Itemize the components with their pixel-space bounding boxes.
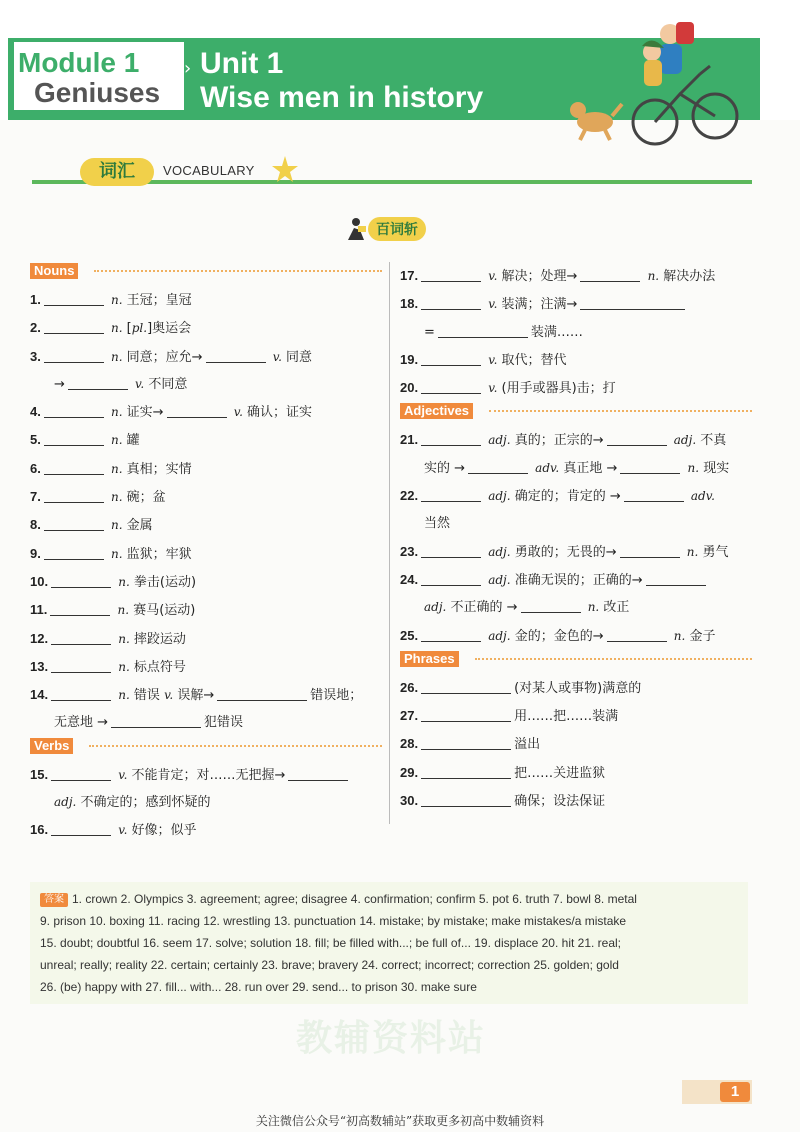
item-number: 8. <box>30 517 41 533</box>
definition: (对某人或事物)满意的 <box>514 680 642 696</box>
item-number: 1. <box>30 292 41 307</box>
definition: 无意地 → <box>54 715 109 731</box>
definition: 解决；处理→ <box>501 269 578 284</box>
item-number: 5. <box>30 432 41 448</box>
definition: 取代；替代 <box>501 352 567 368</box>
part-of-speech: v. <box>118 767 128 782</box>
section-tag: Nouns <box>30 263 78 279</box>
watermark: 教辅资料站 <box>296 1018 487 1059</box>
part-of-speech: adj. <box>424 600 447 615</box>
equals-sign: = <box>424 324 435 340</box>
answer-blank[interactable] <box>438 323 528 338</box>
definition: 王冠；皇冠 <box>126 293 192 308</box>
part-of-speech: n. <box>647 269 660 283</box>
definition: 装满…… <box>530 324 583 340</box>
vocab-item <box>400 374 752 402</box>
answer-line: 26. (be) happy with 27. fill... with... 28. run over 29. send... to prison 30. make sure <box>40 980 477 994</box>
answer-blank[interactable] <box>421 571 481 586</box>
section-tag: Adjectives <box>400 403 473 419</box>
answer-line: 15. doubt; doubtful 16. seem 17. solve; solution 18. fill; be filled with...; be full of... 19. displace 20. hit 21. real; <box>40 936 622 950</box>
answer-blank[interactable] <box>44 319 104 334</box>
item-number: 15. <box>30 766 49 782</box>
definition: 错误地； <box>310 688 363 704</box>
item-number: 24. <box>400 571 419 587</box>
part-of-speech: adj. <box>673 433 697 448</box>
part-of-speech: n. <box>110 518 123 533</box>
unit-subtitle: Wise men in history <box>200 81 484 114</box>
part-of-speech: n. <box>118 688 130 703</box>
part-of-speech: n. <box>118 574 130 589</box>
definition: 罐 <box>126 433 140 449</box>
part-of-speech: v. <box>118 823 128 838</box>
vocab-item <box>400 730 752 758</box>
vocab-item <box>30 596 382 624</box>
definition: 好像；似乎 <box>131 823 197 839</box>
answer-blank[interactable] <box>51 821 111 836</box>
definition: 不能肯定；对……无把握→ <box>131 767 286 783</box>
answer-blank[interactable] <box>580 295 685 310</box>
vocab-item <box>400 787 752 815</box>
part-of-speech: v. <box>488 381 498 396</box>
answer-blank[interactable] <box>167 403 227 418</box>
answer-line: unreal; really; reality 22. certain; certainly 23. brave; bravery 24. correct; incorrect; correction 25. golden; gold <box>40 958 619 972</box>
reader-icon <box>344 216 368 242</box>
answer-blank[interactable] <box>421 431 481 446</box>
answer-blank[interactable] <box>580 267 640 282</box>
answer-blank[interactable] <box>51 686 111 701</box>
vocab-item <box>30 568 382 596</box>
vocab-item <box>400 426 752 454</box>
answer-blank[interactable] <box>217 686 307 701</box>
item-number: 30. <box>400 793 419 809</box>
item-number: 3. <box>30 348 41 364</box>
item-number: 17. <box>400 268 419 283</box>
answer-blank[interactable] <box>620 459 680 474</box>
baici-label: 百词斩 <box>368 217 426 241</box>
vocab-item <box>30 816 382 844</box>
vocab-item <box>30 398 382 426</box>
grammar-tag: pl. <box>131 321 148 336</box>
definition: 犯错误 <box>204 715 244 731</box>
definition: (用手或器具)击；打 <box>501 381 616 397</box>
part-of-speech: adj. <box>488 628 511 643</box>
answer-blank[interactable] <box>624 487 684 502</box>
answer-blank[interactable] <box>620 543 680 558</box>
part-of-speech: n. <box>686 544 699 559</box>
vocab-item <box>30 286 382 314</box>
item-number: 27. <box>400 708 419 724</box>
answer-blank[interactable] <box>607 431 667 446</box>
answer-blank[interactable] <box>288 766 348 781</box>
definition: 实的 → <box>424 460 466 476</box>
answer-blank[interactable] <box>51 766 111 781</box>
definition: 把……关进监狱 <box>514 765 606 781</box>
part-of-speech: v. <box>488 269 498 283</box>
vocab-item-continued <box>400 319 752 346</box>
answer-blank[interactable] <box>421 735 511 750</box>
vocab-item <box>400 538 752 566</box>
answer-blank[interactable] <box>50 601 110 616</box>
definition: 真相；实情 <box>126 461 192 477</box>
answer-blank[interactable] <box>421 764 511 779</box>
definition: 现实 <box>703 460 730 476</box>
vocab-item <box>400 346 752 374</box>
vocab-en-title: VOCABULARY <box>163 163 255 178</box>
item-number: 29. <box>400 764 419 780</box>
answer-blank[interactable] <box>421 267 481 282</box>
definition: 金属 <box>126 518 153 534</box>
definition: 误解→ <box>177 688 215 704</box>
item-number: 19. <box>400 351 419 367</box>
definition: 准确无误的；正确的→ <box>514 572 643 588</box>
vocab-item <box>30 343 382 371</box>
part-of-speech: adv. <box>535 460 560 475</box>
item-number: 9. <box>30 545 41 561</box>
item-number: 22. <box>400 488 419 504</box>
part-of-speech: v. <box>233 405 243 420</box>
answer-blank[interactable] <box>44 431 104 446</box>
answer-line-text: 1. crown 2. Olympics 3. agreement; agree; disagree 4. confirmation; confirm 5. pot 6. truth 7. bowl 8. metal <box>72 892 637 906</box>
definition: 勇敢的；无畏的→ <box>514 544 617 560</box>
item-number: 21. <box>400 432 419 448</box>
vocab-item <box>400 759 752 787</box>
definition: 不正确的 → <box>450 600 518 616</box>
item-number: 23. <box>400 543 419 559</box>
vocab-item-continued <box>400 594 752 621</box>
answer-blank[interactable] <box>44 545 104 560</box>
module-title: Module 1 <box>18 47 140 78</box>
chevron-right-icon: › <box>184 58 192 79</box>
part-of-speech: v. <box>135 376 145 391</box>
bracket-open: [ <box>126 321 132 337</box>
vocab-item <box>30 511 382 539</box>
dotted-rule <box>94 270 382 272</box>
answer-blank[interactable] <box>607 627 667 642</box>
cyclist-dog-illustration <box>560 4 750 154</box>
definition: 真正地 → <box>563 460 618 476</box>
item-number: 28. <box>400 736 419 752</box>
item-number: 13. <box>30 658 49 674</box>
definition: 溢出 <box>514 737 541 753</box>
definition: 装满；注满→ <box>501 297 578 313</box>
baici-heading <box>344 216 426 242</box>
answer-blank[interactable] <box>421 627 481 642</box>
answer-blank[interactable] <box>206 348 266 363</box>
part-of-speech: n. <box>118 659 130 674</box>
vocab-item <box>400 566 752 594</box>
definition: ]奥运会 <box>147 321 192 337</box>
definition: 用……把……装满 <box>514 709 619 725</box>
item-number: 14. <box>30 687 49 703</box>
definition: 确认；证实 <box>247 405 313 421</box>
section-nouns <box>30 262 382 280</box>
page-header <box>0 0 800 120</box>
answer-blank[interactable] <box>421 379 481 394</box>
answer-blank[interactable] <box>111 713 201 728</box>
definition: 监狱；牢狱 <box>126 546 192 562</box>
part-of-speech: n. <box>673 628 686 643</box>
vocab-cn-title: 词汇 <box>80 158 154 186</box>
answer-blank[interactable] <box>421 707 511 722</box>
part-of-speech: v. <box>488 297 498 312</box>
item-number: 10. <box>30 573 49 589</box>
answer-blank[interactable] <box>44 460 104 475</box>
part-of-speech: v. <box>488 352 498 367</box>
vocab-item-continued <box>400 510 752 537</box>
footer-note: 关注微信公众号“初高数辅站”获取更多初高中数辅资料 <box>255 1114 545 1128</box>
answer-blank[interactable] <box>44 403 104 418</box>
part-of-speech: adj. <box>488 544 511 559</box>
answer-blank[interactable] <box>468 459 528 474</box>
part-of-speech: n. <box>110 433 123 448</box>
section-tag: Phrases <box>400 651 459 667</box>
part-of-speech: adv. <box>690 489 715 504</box>
section-tag: Verbs <box>30 738 73 754</box>
vocab-item <box>30 540 382 568</box>
part-of-speech: v. <box>164 688 174 703</box>
definition: 真的；正宗的→ <box>514 433 604 449</box>
dotted-rule <box>89 745 382 747</box>
star-figure-icon <box>270 154 300 188</box>
item-number: 16. <box>30 822 49 838</box>
part-of-speech: n. <box>110 461 123 476</box>
answer-key-icon: 答案 <box>40 893 68 907</box>
part-of-speech: n. <box>110 349 123 364</box>
section-verbs <box>30 737 382 755</box>
dotted-rule <box>475 658 752 660</box>
part-of-speech: adj. <box>54 795 77 810</box>
definition: 改正 <box>603 600 630 616</box>
part-of-speech: v. <box>272 349 282 364</box>
answer-blank[interactable] <box>44 291 104 306</box>
definition: 摔跤运动 <box>133 631 186 647</box>
unit-title: Unit 1 <box>200 47 284 80</box>
part-of-speech: adj. <box>488 489 511 504</box>
vocab-item <box>30 761 382 789</box>
item-number: 7. <box>30 489 41 505</box>
definition: 赛马(运动) <box>133 603 196 619</box>
item-number: 11. <box>30 602 48 618</box>
definition: 拳击(运动) <box>133 574 197 590</box>
definition: 金的；金色的→ <box>514 628 604 644</box>
vocab-item <box>400 674 752 702</box>
part-of-speech: n. <box>110 546 123 561</box>
definition: 错误 <box>133 688 160 704</box>
vocab-item <box>400 702 752 730</box>
answer-blank[interactable] <box>421 487 481 502</box>
vocab-item <box>30 625 382 653</box>
vocab-item <box>400 262 752 290</box>
vocab-item <box>30 455 382 483</box>
vocab-item-continued <box>30 709 382 736</box>
definition: 不同意 <box>148 376 188 392</box>
dotted-rule <box>489 410 752 412</box>
vocab-item <box>30 681 382 709</box>
item-number: 20. <box>400 380 419 396</box>
definition: 确定的；肯定的 → <box>514 489 621 505</box>
item-number: 4. <box>30 404 41 420</box>
definition: 不真 <box>700 433 727 449</box>
answer-blank[interactable] <box>521 598 581 613</box>
part-of-speech: n. <box>110 293 123 307</box>
definition: 勇气 <box>702 544 729 560</box>
part-of-speech: n. <box>110 490 123 505</box>
answer-blank[interactable] <box>421 295 481 310</box>
answer-blank[interactable] <box>44 488 104 503</box>
part-of-speech: n. <box>687 460 700 475</box>
vocab-item-continued <box>400 455 752 482</box>
answer-line: 9. prison 10. boxing 11. racing 12. wrestling 13. punctuation 14. mistake; by mistake; make mistakes/a mistake <box>40 914 627 928</box>
item-number: 6. <box>30 460 41 476</box>
part-of-speech: adj. <box>488 572 511 587</box>
answer-blank[interactable] <box>44 516 104 531</box>
part-of-speech: n. <box>587 600 600 615</box>
definition: 同意 <box>286 349 313 365</box>
vocab-item-continued <box>30 789 382 816</box>
answer-blank[interactable] <box>51 630 111 645</box>
definition: 不确定的；感到怀疑的 <box>80 795 211 811</box>
definition: 确保；设法保证 <box>514 794 606 810</box>
vocab-item <box>30 314 382 342</box>
item-number: 25. <box>400 627 419 643</box>
page-number: 1 <box>720 1082 750 1102</box>
answer-blank[interactable] <box>51 658 111 673</box>
answer-blank[interactable] <box>51 573 111 588</box>
arrow: → <box>54 376 65 392</box>
vocab-item <box>30 653 382 681</box>
answer-key <box>30 882 748 1004</box>
section-adjectives <box>400 402 752 420</box>
vocab-item <box>400 482 752 510</box>
answer-blank[interactable] <box>421 679 511 694</box>
vocab-item <box>400 622 752 650</box>
item-number: 2. <box>30 320 41 336</box>
item-number: 26. <box>400 679 419 695</box>
answer-blank[interactable] <box>421 792 511 807</box>
part-of-speech: n. <box>118 631 130 646</box>
answer-blank[interactable] <box>646 571 706 586</box>
definition: 标点符号 <box>133 659 186 675</box>
definition: 解决办法 <box>663 269 716 284</box>
part-of-speech: n. <box>117 603 130 618</box>
vocab-left-column <box>30 262 382 845</box>
vocab-item-continued <box>30 371 382 398</box>
answer-blank[interactable] <box>68 375 128 390</box>
vocab-item <box>30 426 382 454</box>
vocab-right-column <box>400 262 752 815</box>
part-of-speech: adj. <box>488 433 511 448</box>
part-of-speech: n. <box>110 405 123 420</box>
definition: 碗；盆 <box>126 490 166 506</box>
definition: 金子 <box>689 628 716 644</box>
definition: 证实→ <box>126 405 164 421</box>
definition: 当然 <box>424 516 451 532</box>
definition: 同意；应允→ <box>126 349 203 365</box>
vocab-item <box>30 483 382 511</box>
answer-blank[interactable] <box>421 543 481 558</box>
answer-key-text <box>40 888 744 998</box>
column-divider <box>389 262 390 824</box>
item-number: 12. <box>30 630 49 646</box>
section-phrases <box>400 650 752 668</box>
module-subtitle: Geniuses <box>34 77 161 108</box>
answer-blank[interactable] <box>44 348 104 363</box>
item-number: 18. <box>400 296 419 312</box>
answer-blank[interactable] <box>421 351 481 366</box>
answer-line <box>40 888 744 910</box>
part-of-speech: n. <box>110 321 123 336</box>
vocab-item <box>400 290 752 318</box>
